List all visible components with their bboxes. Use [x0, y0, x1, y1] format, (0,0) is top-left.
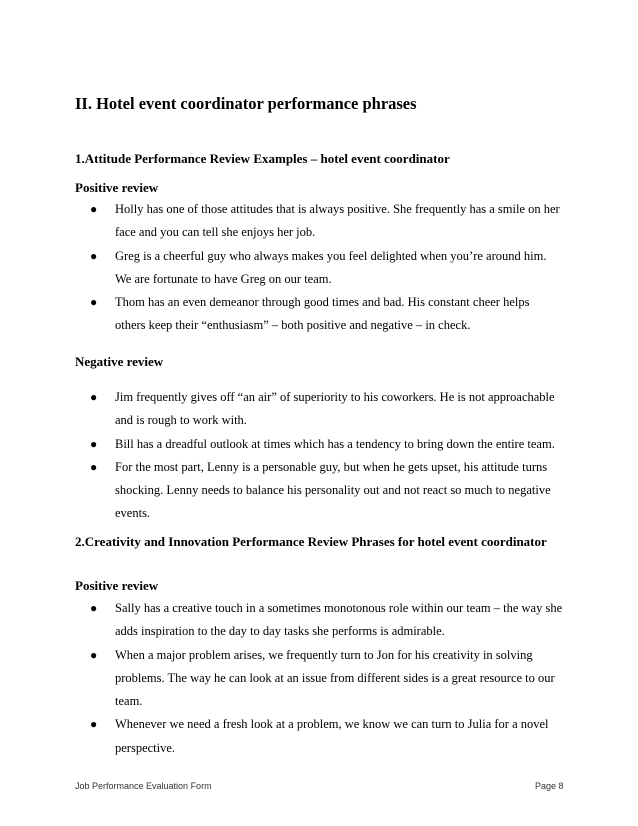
list-item-text: For the most part, Lenny is a personable guy, but when he gets upset, his attitude turns shocking. Lenny needs to balance his personality out and not react so much to negative events.: [115, 459, 551, 521]
bullet-icon: ●: [90, 717, 98, 732]
list-item-text: Sally has a creative touch in a sometimes monotonous role within our team – the way she adds inspiration to the day to day tasks she performs is admirable.: [115, 601, 563, 639]
list-item: [0, 433, 563, 456]
list-item: [0, 245, 563, 292]
attitude-positive-list: [0, 198, 563, 338]
bullet-icon: ●: [90, 295, 98, 310]
creativity-section-title: 2.Creativity and Innovation Performance Review Phrases for hotel event coordinator: [75, 534, 547, 549]
list-item-text: Whenever we need a fresh look at a problem, we know we can turn to Julia for a novel perspective.: [115, 717, 549, 755]
list-item-text: Jim frequently gives off “an air” of superiority to his coworkers. He is not approachable and is rough to work with.: [115, 390, 555, 428]
list-item-text: Holly has one of those attitudes that is always positive. She frequently has a smile on her face and you can tell she enjoys her job.: [115, 202, 560, 240]
list-item: [0, 644, 563, 714]
attitude-positive-label: Positive review: [75, 180, 159, 195]
footer-page-number: Page 8: [535, 781, 564, 791]
attitude-negative-label: Negative review: [75, 354, 164, 369]
bullet-icon: ●: [90, 647, 98, 662]
list-item: [0, 713, 563, 760]
list-item: [0, 386, 563, 433]
creativity-positive-list: [0, 597, 563, 760]
list-item-text: Thom has an even demeanor through good times and bad. His constant cheer helps others keep their “enthusiasm” – both positive and negative – in check.: [115, 295, 530, 333]
list-item-text: Greg is a cheerful guy who always makes you feel delighted when you’re around him. We are fortunate to have Greg on our team.: [115, 248, 547, 286]
creativity-positive-label: Positive review: [75, 578, 159, 593]
list-item-text: When a major problem arises, we frequently turn to Jon for his creativity in solving problems. The way he can look at an issue from different sides is a great resource to our team.: [115, 647, 555, 709]
bullet-icon: ●: [90, 248, 98, 263]
bullet-icon: ●: [90, 390, 98, 404]
list-item: [0, 597, 563, 644]
section-heading: II. Hotel event coordinator performance phrases: [75, 94, 417, 113]
bullet-icon: ●: [90, 436, 98, 451]
list-item: [0, 198, 563, 245]
bullet-icon: ●: [90, 601, 98, 615]
bullet-icon: ●: [90, 459, 98, 474]
bullet-icon: ●: [90, 202, 98, 216]
attitude-section-title: 1.Attitude Performance Review Examples – hotel event coordinator: [75, 151, 450, 166]
attitude-negative-list: [0, 386, 563, 526]
list-item-text: Bill has a dreadful outlook at times which has a tendency to bring down the entire team.: [115, 436, 555, 451]
list-item: [0, 291, 563, 338]
list-item: [0, 456, 563, 526]
footer-form-name: Job Performance Evaluation Form: [75, 781, 212, 791]
